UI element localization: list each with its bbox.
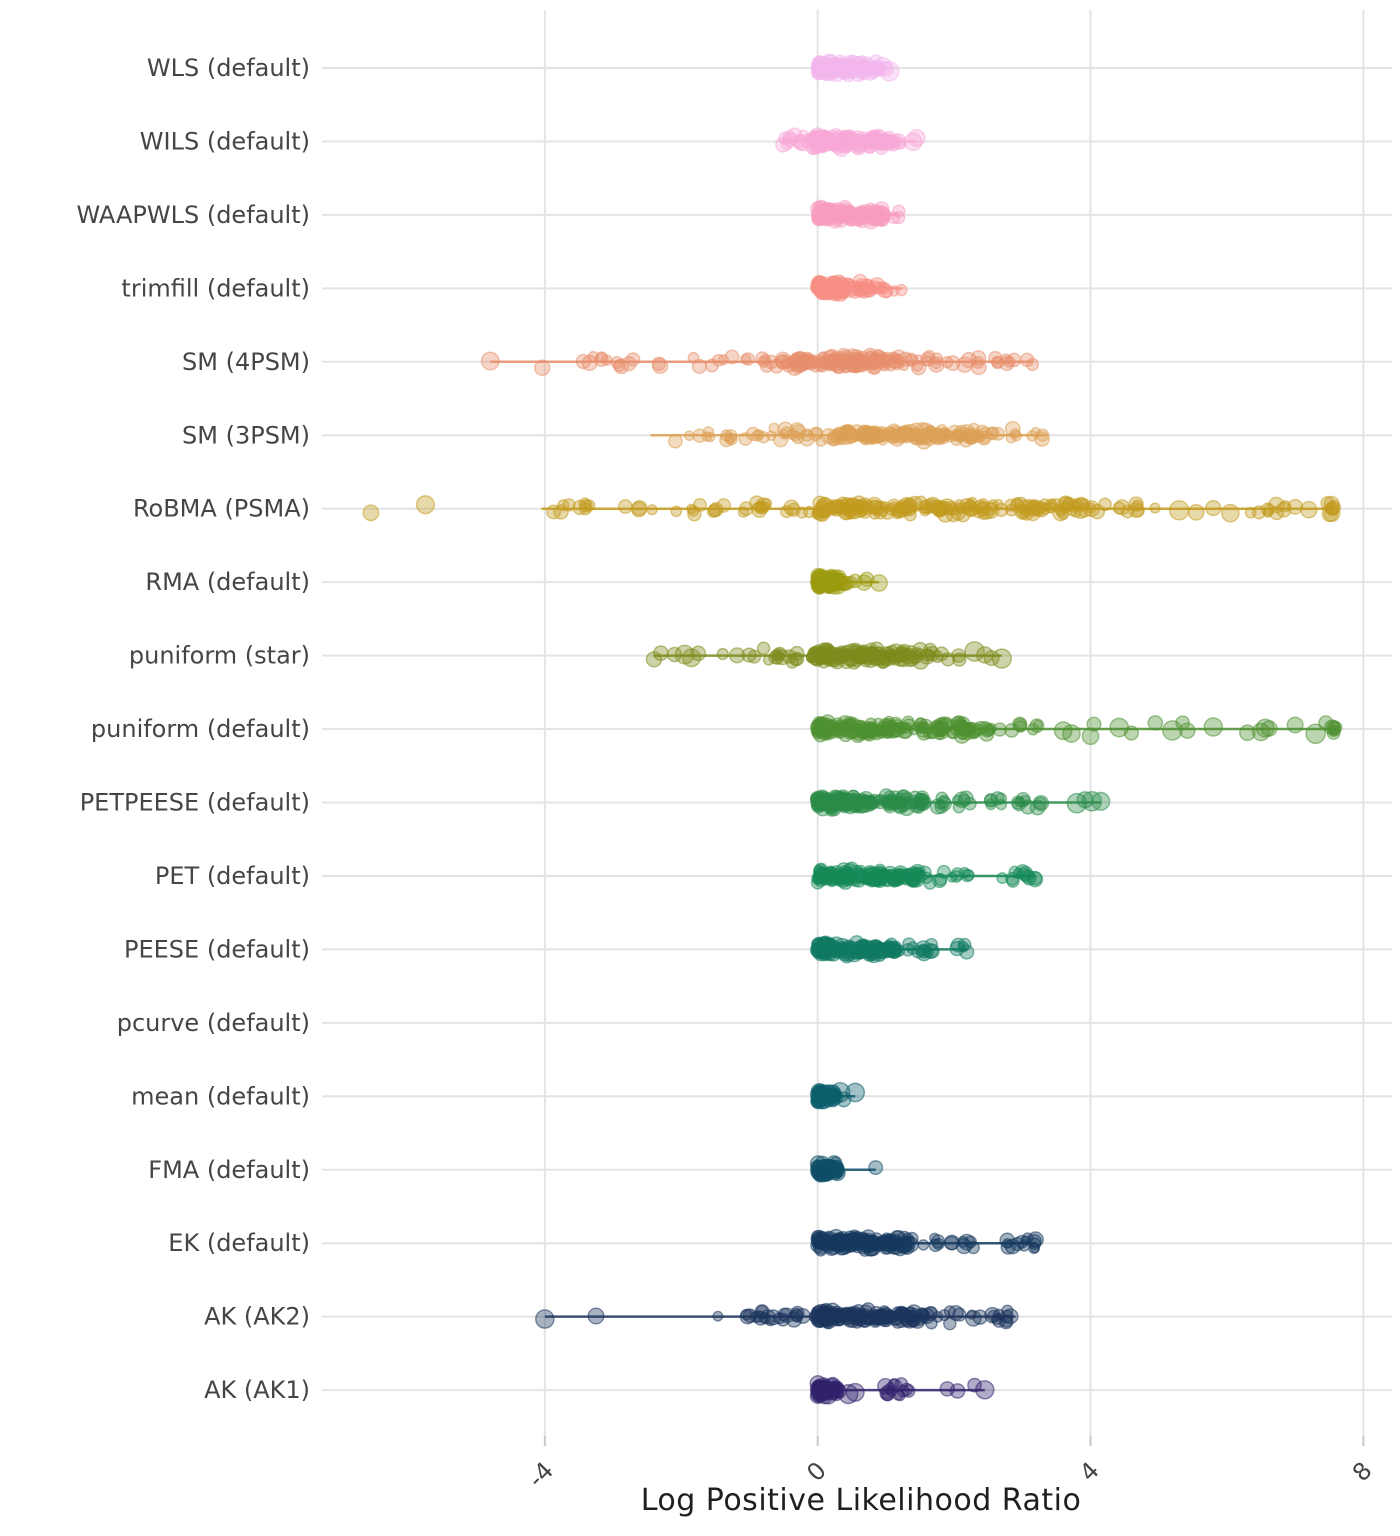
data-point	[1006, 433, 1016, 443]
data-point	[730, 648, 745, 663]
y-axis-category-label: PETPEESE (default)	[79, 788, 310, 817]
data-point	[880, 62, 899, 81]
data-point	[363, 505, 379, 521]
data-point	[850, 726, 861, 737]
data-point	[833, 429, 843, 439]
data-point	[1288, 500, 1303, 515]
data-point	[688, 508, 701, 521]
data-point	[1170, 501, 1189, 520]
data-point	[965, 499, 976, 510]
data-point	[952, 649, 965, 662]
data-point	[812, 508, 823, 519]
data-point	[933, 874, 947, 888]
data-point	[691, 646, 705, 660]
x-axis-tick-label: -4	[522, 1456, 560, 1494]
data-point	[881, 725, 895, 739]
y-axis-category-label: puniform (default)	[90, 715, 310, 744]
data-point	[950, 942, 964, 956]
data-point	[807, 653, 816, 662]
data-point	[1046, 503, 1056, 513]
y-axis-category-label: pcurve (default)	[116, 1008, 310, 1037]
data-point	[1206, 501, 1221, 516]
data-point	[956, 508, 969, 521]
data-point	[1055, 504, 1066, 515]
data-point	[917, 795, 931, 809]
y-axis-category-label: WLS (default)	[146, 54, 310, 82]
data-point	[788, 358, 799, 369]
data-point	[967, 1310, 976, 1319]
data-point	[791, 431, 801, 441]
data-point	[826, 131, 840, 145]
data-point	[846, 1083, 864, 1101]
data-point	[886, 504, 897, 515]
data-point	[812, 1380, 825, 1393]
data-point	[883, 866, 897, 880]
data-point	[832, 1163, 844, 1175]
data-point	[967, 1242, 979, 1254]
data-point	[976, 1381, 994, 1399]
x-axis-tick-label: 4	[1074, 1456, 1105, 1488]
y-axis-category-label: AK (AK2)	[204, 1302, 310, 1331]
data-point	[929, 500, 943, 514]
data-point	[547, 505, 561, 519]
data-point	[848, 1310, 857, 1319]
data-point	[915, 435, 925, 445]
data-point	[869, 1310, 878, 1319]
data-point	[813, 130, 826, 143]
data-point	[853, 941, 867, 955]
data-point	[949, 1306, 964, 1321]
data-point	[801, 357, 813, 369]
y-axis-category-label: mean (default)	[131, 1082, 310, 1111]
data-point	[754, 502, 766, 514]
data-point	[908, 130, 925, 147]
data-point	[871, 870, 881, 880]
data-point	[813, 575, 825, 587]
data-point	[717, 649, 728, 660]
data-point	[918, 1240, 928, 1250]
data-point	[632, 501, 647, 516]
data-point	[1125, 726, 1139, 740]
data-point	[1262, 503, 1275, 516]
data-point	[1023, 871, 1036, 884]
data-point	[796, 1309, 811, 1324]
data-point	[921, 872, 932, 883]
data-point	[815, 940, 829, 954]
data-point	[1204, 718, 1222, 736]
data-point	[891, 134, 900, 143]
data-point	[883, 211, 892, 220]
data-point	[576, 355, 590, 369]
y-axis-category-label: RoBMA (PSMA)	[132, 494, 310, 523]
data-point	[1006, 873, 1018, 885]
data-point	[1016, 793, 1030, 807]
data-point	[619, 500, 632, 513]
data-point	[688, 353, 698, 363]
data-point	[881, 944, 893, 956]
data-point	[906, 1232, 918, 1244]
data-point	[839, 798, 851, 810]
data-point	[580, 500, 592, 512]
data-point	[939, 428, 950, 439]
data-point	[853, 283, 862, 292]
data-point	[1129, 503, 1144, 518]
data-point	[902, 652, 917, 667]
data-point	[1325, 504, 1335, 514]
data-point	[980, 434, 989, 443]
y-axis-category-label: RMA (default)	[145, 568, 310, 597]
data-point	[950, 1384, 964, 1398]
data-point	[1033, 796, 1048, 811]
data-point	[654, 646, 668, 660]
data-point	[951, 868, 963, 880]
data-point	[706, 359, 719, 372]
data-point	[765, 355, 778, 368]
data-point	[945, 356, 959, 370]
data-point	[1063, 725, 1080, 742]
data-point	[823, 871, 834, 882]
data-point	[877, 651, 890, 664]
data-point	[739, 433, 751, 445]
data-point	[1150, 503, 1160, 513]
data-point	[647, 505, 657, 515]
x-axis-tick-label: 0	[801, 1456, 832, 1488]
data-point	[535, 360, 550, 375]
data-point	[726, 433, 738, 445]
data-point	[1005, 1239, 1020, 1254]
data-point	[890, 431, 905, 446]
data-point	[866, 359, 875, 368]
data-point	[992, 649, 1011, 668]
data-point	[925, 647, 939, 661]
x-axis-title: Log Positive Likelihood Ratio	[640, 1483, 1082, 1518]
data-point	[1092, 793, 1110, 811]
y-axis-category-label: SM (3PSM)	[182, 421, 310, 450]
data-point	[759, 1313, 769, 1323]
data-point	[818, 1159, 830, 1171]
y-axis-category-label: PEESE (default)	[124, 935, 310, 964]
data-point	[816, 1092, 827, 1103]
data-point	[816, 205, 831, 220]
x-axis-tick-label: 8	[1346, 1456, 1378, 1488]
data-point	[1084, 501, 1099, 516]
data-point	[884, 796, 894, 806]
data-point	[979, 722, 991, 734]
data-point	[992, 356, 1003, 367]
data-point	[939, 1310, 950, 1321]
data-point	[932, 1235, 945, 1248]
data-point	[821, 281, 834, 294]
data-point	[810, 1310, 824, 1324]
data-point	[886, 1311, 895, 1320]
data-point	[848, 213, 859, 224]
y-axis-category-label: WILS (default)	[139, 127, 310, 156]
data-point	[772, 653, 783, 664]
data-point	[1180, 723, 1195, 738]
data-point	[417, 496, 435, 514]
data-point	[953, 796, 963, 806]
data-point	[934, 721, 949, 736]
data-point	[813, 1235, 826, 1248]
data-point	[923, 944, 938, 959]
data-point	[820, 725, 835, 740]
data-point	[899, 726, 911, 738]
data-point	[777, 1313, 790, 1326]
y-axis-category-label: WAAPWLS (default)	[76, 200, 310, 229]
data-point	[868, 500, 881, 513]
data-point	[814, 797, 826, 809]
data-point	[1002, 1305, 1013, 1316]
data-point	[653, 358, 668, 373]
data-point	[905, 353, 918, 366]
data-point	[863, 796, 876, 809]
data-point	[896, 285, 907, 296]
y-axis-category-label: EK (default)	[168, 1229, 310, 1258]
data-point	[836, 357, 846, 367]
data-point	[865, 718, 877, 730]
data-point	[798, 130, 808, 140]
data-point	[972, 357, 984, 369]
data-point	[1287, 717, 1303, 733]
data-point	[827, 647, 842, 662]
data-point	[945, 1235, 960, 1250]
y-axis-category-label: SM (4PSM)	[182, 347, 310, 376]
data-point	[784, 500, 799, 515]
data-point	[953, 431, 964, 442]
data-point	[931, 353, 943, 365]
data-point	[627, 353, 640, 366]
data-point	[1301, 502, 1317, 518]
data-point	[839, 946, 848, 955]
y-axis-category-label: puniform (star)	[128, 641, 310, 670]
data-point	[871, 575, 887, 591]
data-point	[718, 355, 728, 365]
y-axis-category-label: PET (default)	[154, 861, 310, 890]
data-point	[1030, 1244, 1039, 1253]
data-point	[957, 728, 968, 739]
data-point	[869, 1161, 883, 1175]
data-point	[693, 429, 706, 442]
data-point	[855, 647, 869, 661]
data-point	[671, 506, 681, 516]
data-point	[740, 1309, 754, 1323]
data-point	[919, 1312, 929, 1322]
data-point	[877, 282, 889, 294]
data-point	[893, 205, 905, 217]
data-point	[482, 352, 499, 369]
data-point	[758, 642, 770, 654]
data-point	[1035, 432, 1049, 446]
data-point	[783, 650, 796, 663]
data-point	[839, 68, 848, 77]
data-point	[741, 354, 751, 364]
data-point	[1028, 724, 1039, 735]
data-point	[758, 432, 769, 443]
data-point	[669, 435, 682, 448]
data-point	[839, 132, 852, 145]
data-point	[588, 1308, 604, 1324]
data-point	[858, 425, 869, 436]
data-point	[903, 938, 915, 950]
data-point	[611, 357, 623, 369]
data-point	[1010, 499, 1023, 512]
y-axis-category-label: trimfill (default)	[121, 274, 310, 303]
data-point	[536, 1310, 554, 1328]
data-point	[1319, 716, 1333, 730]
data-point	[835, 1316, 844, 1325]
data-point	[1087, 717, 1101, 731]
data-point	[852, 500, 865, 513]
data-point	[1262, 721, 1277, 736]
data-point	[812, 63, 824, 75]
data-point	[881, 1387, 893, 1399]
data-point	[1148, 716, 1162, 730]
data-point	[893, 354, 904, 365]
data-point	[846, 431, 858, 443]
data-point	[904, 1311, 917, 1324]
y-axis-category-label: AK (AK1)	[204, 1376, 310, 1405]
y-axis-category-label: FMA (default)	[148, 1155, 310, 1184]
data-point	[984, 503, 996, 515]
data-point	[936, 792, 948, 804]
data-point	[838, 577, 851, 590]
data-point	[1222, 505, 1239, 522]
data-point	[1189, 505, 1204, 520]
data-point	[1021, 353, 1034, 366]
data-point	[1028, 500, 1039, 511]
data-point	[847, 1232, 860, 1245]
data-point	[991, 792, 1004, 805]
data-point	[913, 722, 922, 731]
data-point	[846, 355, 859, 368]
data-point	[713, 1311, 722, 1320]
data-point	[1015, 721, 1026, 732]
data-point	[916, 423, 929, 436]
data-point	[846, 1384, 864, 1402]
data-point	[707, 505, 719, 517]
data-point	[851, 131, 864, 144]
